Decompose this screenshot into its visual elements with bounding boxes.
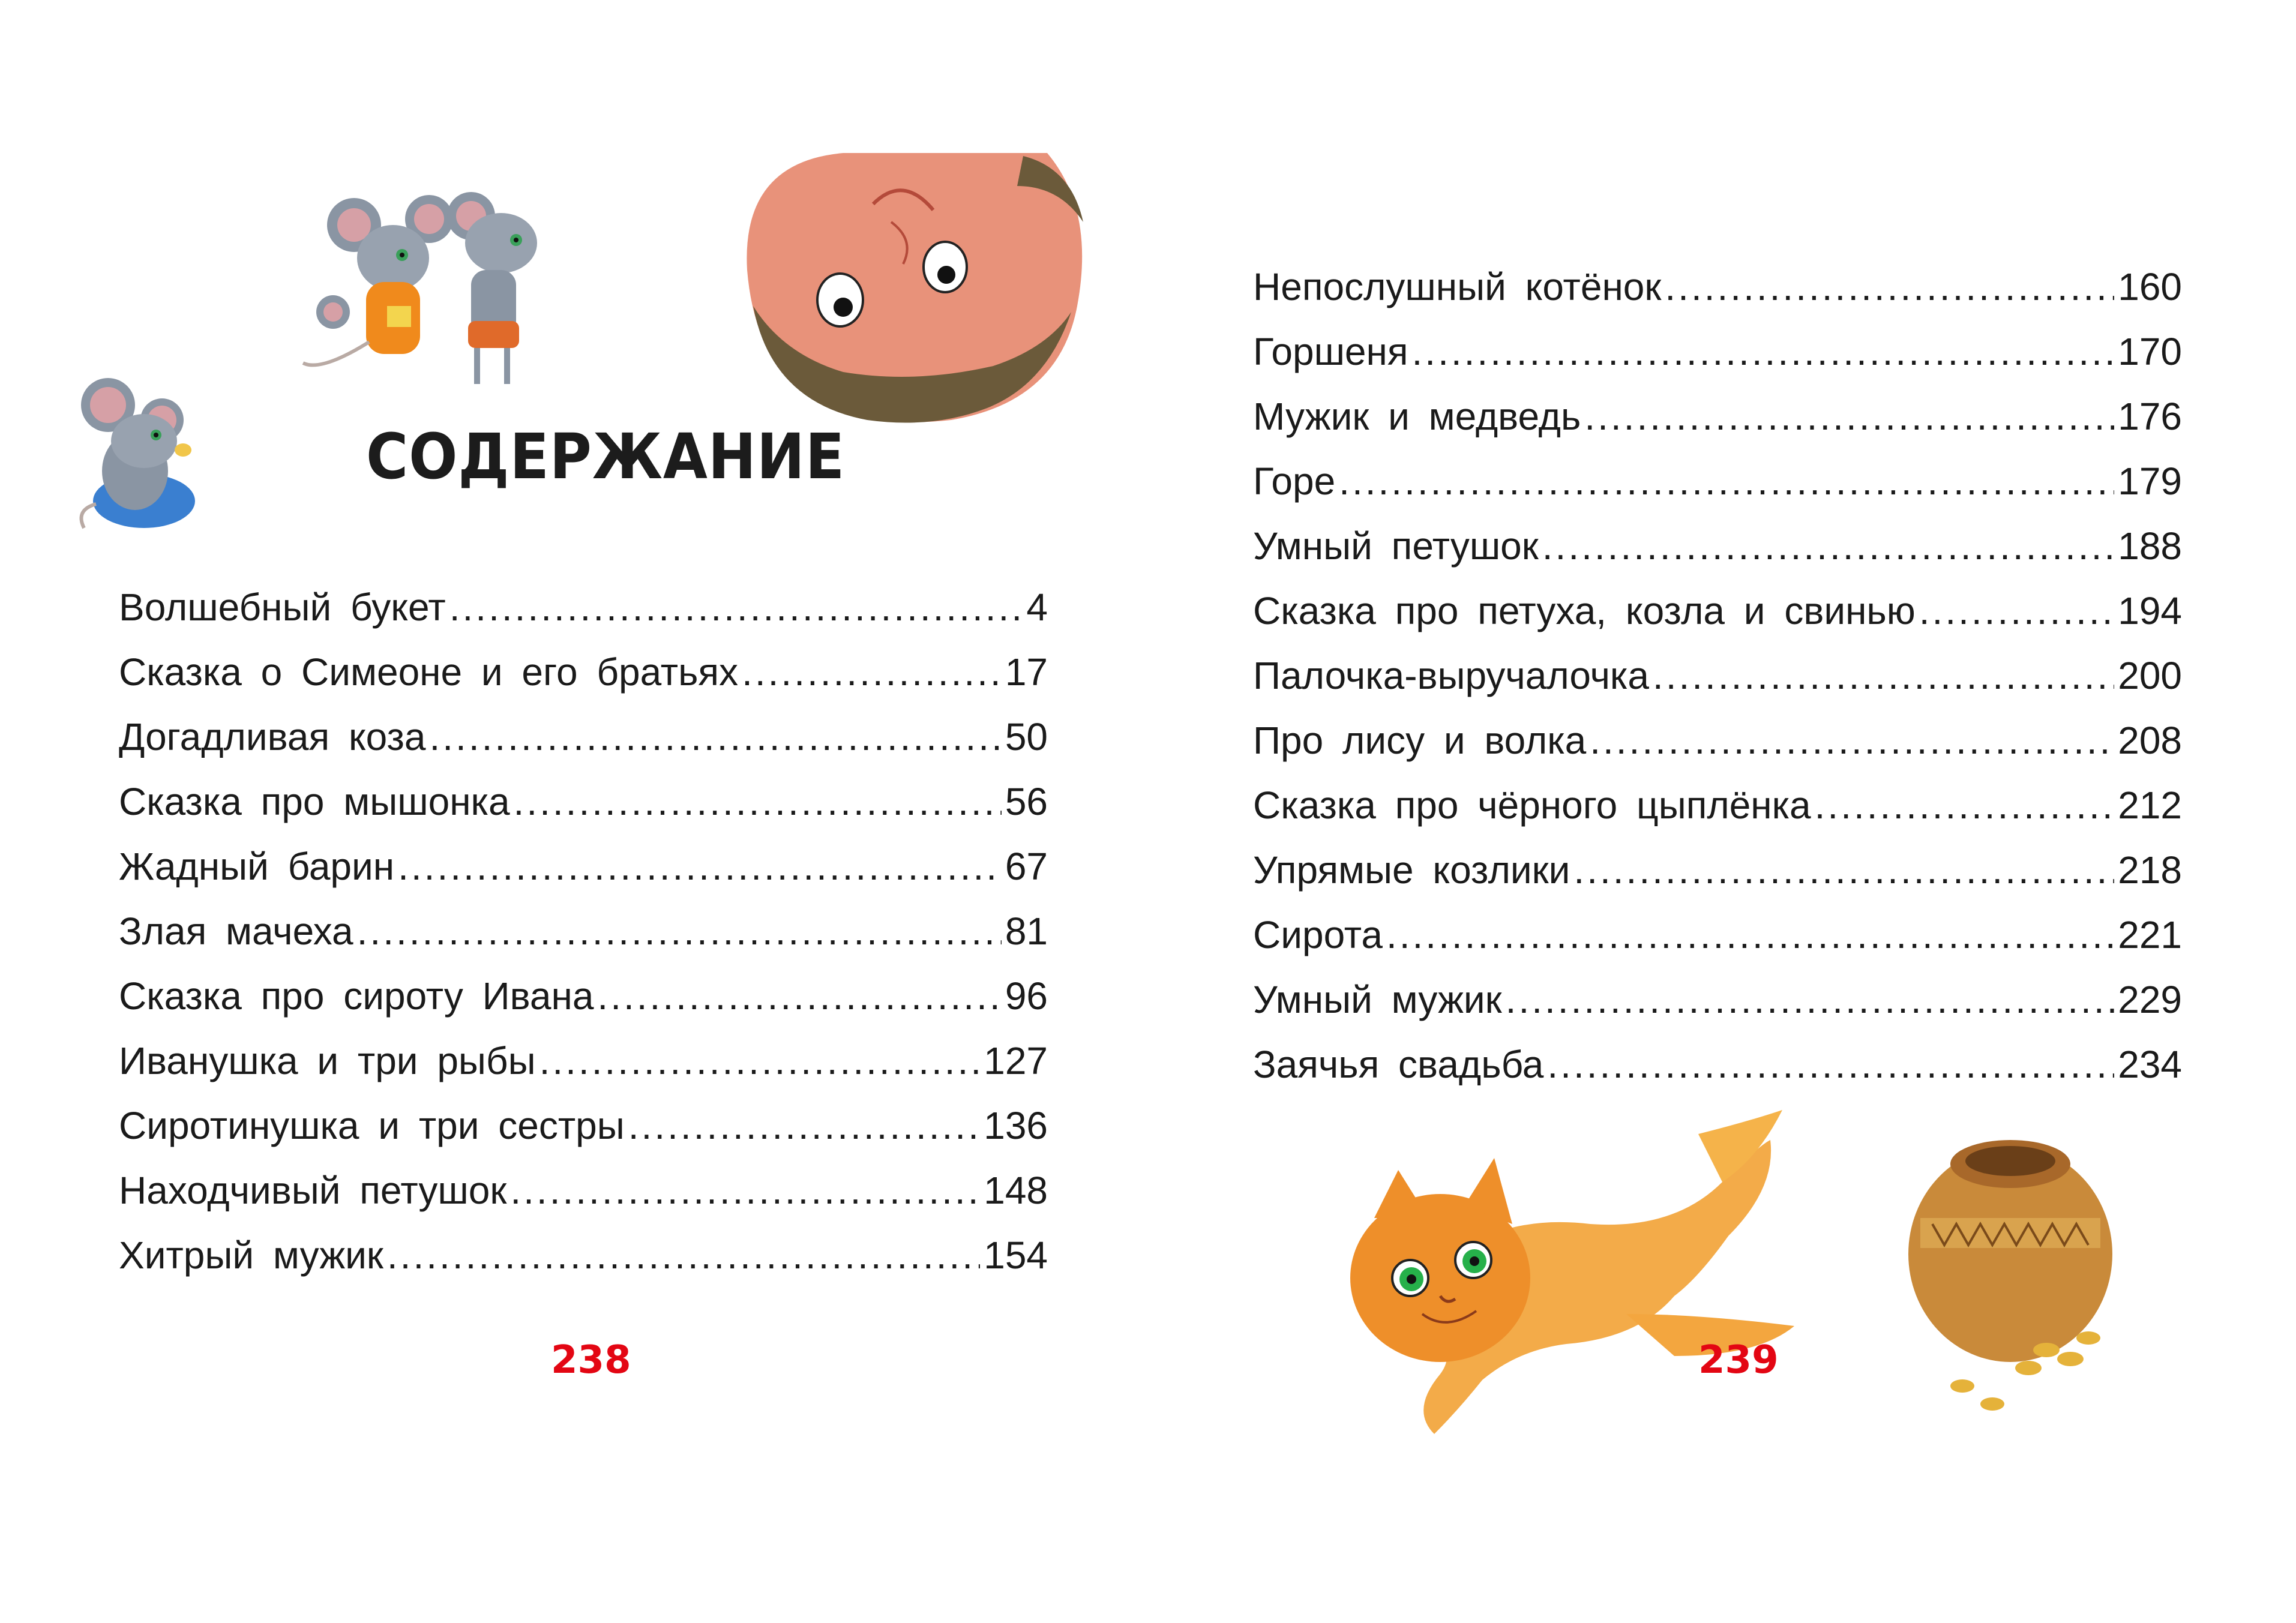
- toc-entry-title: Злая мачеха: [119, 910, 353, 953]
- toc-entry-page: 127: [984, 1039, 1048, 1082]
- toc-entry[interactable]: [1253, 254, 2182, 319]
- toc-list-right: [1253, 254, 2182, 1097]
- page-title: СОДЕРЖАНИЕ: [366, 420, 846, 493]
- toc-leader-dots: [1412, 319, 2115, 384]
- toc-entry[interactable]: [1253, 643, 2182, 708]
- toc-leader-dots: [1542, 514, 2114, 578]
- toc-entry[interactable]: [119, 1028, 1048, 1093]
- boy-face-icon: [735, 150, 1095, 426]
- toc-entry[interactable]: [119, 769, 1048, 834]
- toc-entry-page: 176: [2118, 395, 2182, 438]
- toc-leader-dots: [1590, 708, 2114, 773]
- toc-entry-page: 4: [1026, 586, 1048, 629]
- toc-leader-dots: [1653, 643, 2114, 708]
- toc-entry-page: 50: [1005, 715, 1048, 758]
- toc-entry-page: 212: [2118, 784, 2182, 827]
- toc-entry-title: Догадливая коза: [119, 715, 426, 758]
- toc-leader-dots: [628, 1093, 980, 1158]
- toc-entry-title: Жадный барин: [119, 845, 395, 888]
- toc-entry[interactable]: [119, 1158, 1048, 1223]
- toc-entry-page: 234: [2118, 1043, 2182, 1086]
- toc-leader-dots: [1506, 967, 2115, 1032]
- toc-entry-title: Иванушка и три рыбы: [119, 1039, 536, 1082]
- toc-entry[interactable]: [119, 704, 1048, 769]
- toc-entry-title: Упрямые козлики: [1253, 848, 1570, 892]
- toc-entry-title: Сказка про чёрного цыплёнка: [1253, 784, 1811, 827]
- toc-leader-dots: [510, 1158, 980, 1223]
- toc-entry[interactable]: [1253, 514, 2182, 578]
- toc-leader-dots: [449, 575, 1023, 640]
- cat-icon: [1338, 1098, 1818, 1446]
- toc-leader-dots: [514, 769, 1002, 834]
- toc-entry-page: 96: [1005, 974, 1048, 1018]
- toc-entry-page: 136: [984, 1104, 1048, 1147]
- toc-entry[interactable]: [1253, 838, 2182, 902]
- toc-entry[interactable]: [119, 964, 1048, 1028]
- toc-entry-page: 179: [2118, 460, 2182, 503]
- toc-leader-dots: [1386, 902, 2114, 967]
- toc-entry[interactable]: [1253, 449, 2182, 514]
- toc-entry-page: 229: [2118, 978, 2182, 1021]
- toc-entry-page: 17: [1005, 650, 1048, 694]
- toc-leader-dots: [429, 704, 1001, 769]
- toc-entry-page: 148: [984, 1169, 1048, 1212]
- toc-entry-page: 188: [2118, 524, 2182, 568]
- toc-leader-dots: [1815, 773, 2115, 838]
- toc-entry[interactable]: [1253, 319, 2182, 384]
- toc-list-left: [119, 575, 1048, 1288]
- toc-entry-page: 67: [1005, 845, 1048, 888]
- toc-entry-title: Сказка про сироту Ивана: [119, 974, 594, 1018]
- page-number-left: 238: [551, 1338, 631, 1382]
- toc-entry[interactable]: [1253, 384, 2182, 449]
- toc-entry-title: Палочка-выручалочка: [1253, 654, 1649, 697]
- toc-leader-dots: [742, 640, 1002, 704]
- toc-entry-page: 194: [2118, 589, 2182, 632]
- toc-entry[interactable]: [119, 575, 1048, 640]
- toc-leader-dots: [597, 964, 1001, 1028]
- toc-leader-dots: [387, 1223, 980, 1288]
- toc-leader-dots: [1665, 254, 2114, 319]
- toc-entry[interactable]: [1253, 902, 2182, 967]
- toc-entry-page: 221: [2118, 913, 2182, 956]
- toc-entry[interactable]: [1253, 773, 2182, 838]
- toc-entry[interactable]: [1253, 708, 2182, 773]
- toc-entry[interactable]: [119, 1223, 1048, 1288]
- toc-entry-page: 218: [2118, 848, 2182, 892]
- toc-entry-title: Горшеня: [1253, 330, 1408, 373]
- toc-entry-title: Умный петушок: [1253, 524, 1539, 568]
- toc-entry-page: 154: [984, 1234, 1048, 1277]
- toc-entry-title: Сирота: [1253, 913, 1383, 956]
- toc-entry-page: 170: [2118, 330, 2182, 373]
- toc-entry-page: 208: [2118, 719, 2182, 762]
- toc-entry-title: Непослушный котёнок: [1253, 265, 1662, 308]
- toc-leader-dots: [1584, 384, 2114, 449]
- toc-entry-page: 200: [2118, 654, 2182, 697]
- toc-entry[interactable]: [119, 640, 1048, 704]
- toc-entry-title: Сказка про петуха, козла и свинью: [1253, 589, 1916, 632]
- toc-entry-title: Хитрый мужик: [119, 1234, 383, 1277]
- toc-entry[interactable]: [119, 899, 1048, 964]
- page-number-right: 239: [1698, 1338, 1779, 1382]
- toc-entry-title: Сказка о Симеоне и его братьях: [119, 650, 739, 694]
- toc-entry[interactable]: [1253, 578, 2182, 643]
- toc-entry-title: Находчивый петушок: [119, 1169, 507, 1212]
- toc-leader-dots: [357, 899, 1002, 964]
- toc-leader-dots: [1919, 578, 2114, 643]
- toc-entry-page: 160: [2118, 265, 2182, 308]
- toc-entry-page: 81: [1005, 910, 1048, 953]
- toc-entry-title: Горе: [1253, 460, 1336, 503]
- toc-leader-dots: [539, 1028, 981, 1093]
- toc-leader-dots: [1573, 838, 2114, 902]
- toc-entry-title: Сказка про мышонка: [119, 780, 510, 823]
- toc-entry[interactable]: [119, 834, 1048, 899]
- toc-entry-title: Волшебный букет: [119, 586, 446, 629]
- mouse-icon: [72, 372, 216, 534]
- toc-entry-title: Умный мужик: [1253, 978, 1502, 1021]
- toc-entry-title: Сиротинушка и три сестры: [119, 1104, 625, 1147]
- toc-entry-title: Мужик и медведь: [1253, 395, 1581, 438]
- toc-entry-page: 56: [1005, 780, 1048, 823]
- toc-entry[interactable]: [1253, 967, 2182, 1032]
- toc-entry[interactable]: [119, 1093, 1048, 1158]
- toc-entry[interactable]: [1253, 1032, 2182, 1097]
- toc-leader-dots: [1547, 1032, 2114, 1097]
- mice-family-icon: [297, 192, 573, 396]
- toc-leader-dots: [1339, 449, 2114, 514]
- toc-leader-dots: [398, 834, 1002, 899]
- toc-entry-title: Про лису и волка: [1253, 719, 1587, 762]
- toc-entry-title: Заячья свадьба: [1253, 1043, 1544, 1086]
- pot-with-coins-icon: [1896, 1128, 2124, 1428]
